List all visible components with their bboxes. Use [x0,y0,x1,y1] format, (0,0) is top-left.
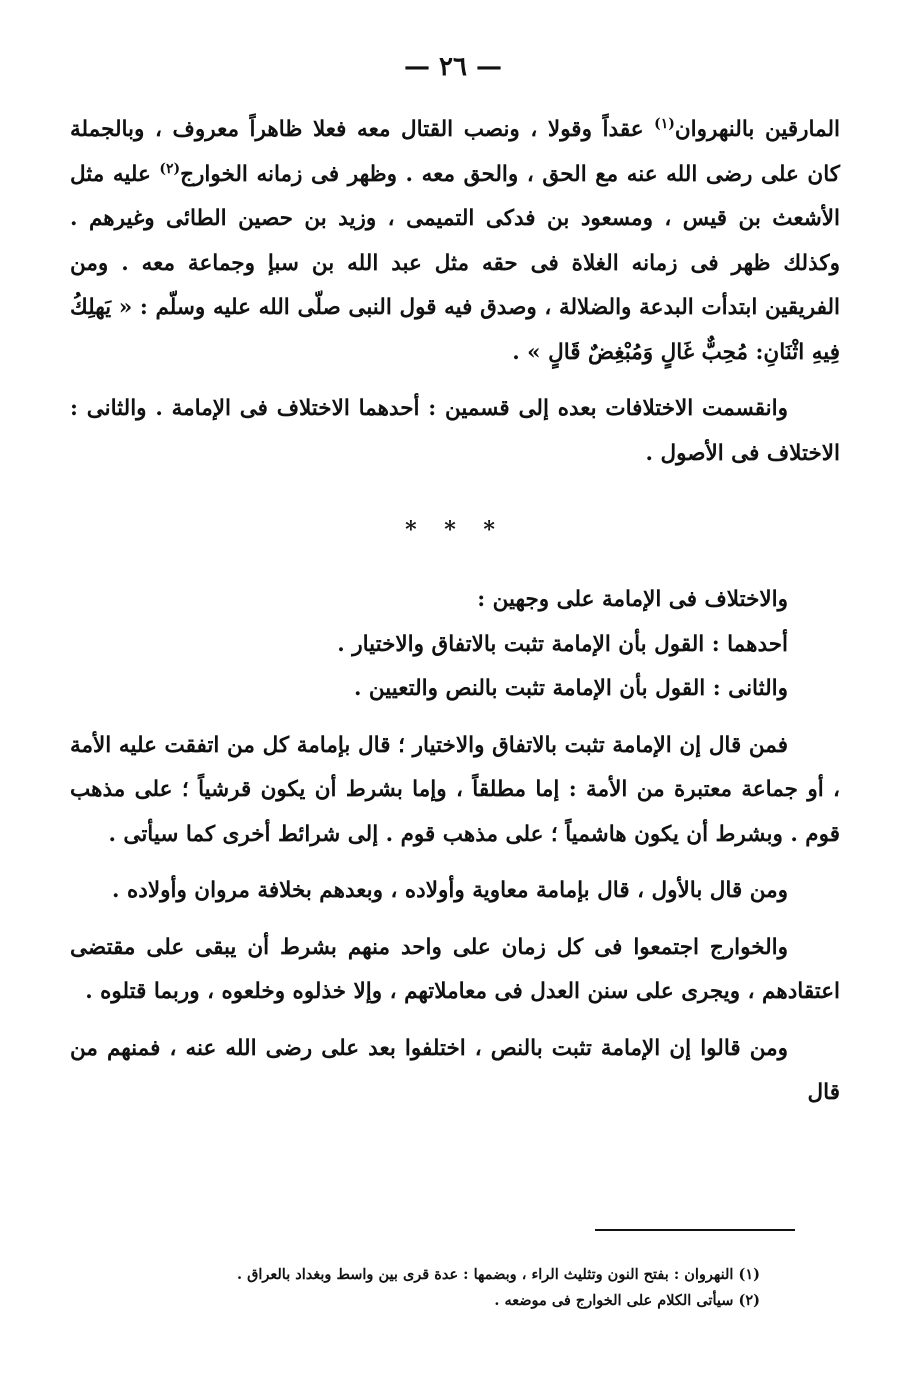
paragraph-1 [70,108,840,375]
imamate-intro: والاختلاف فى الإمامة على وجهين : [477,587,788,612]
paragraph-1-part-3: عليه مثل الأشعث بن قيس ، ومسعود بن فدكى التميمى ، وزيد بن حصين الطائى وغيرهم . وكذلك ظهر فى زمانه الغلاة فى حقه مثل عبد الله بن سبإ وجماعة معه . ومن الفريقين ابتدأت البدعة والضلالة ، وصدق فيه قول النبى صلّى الله عليه وسلّم : « يَهلِكُ فِيهِ اثْنَانِ: مُحِبٌّ غَالٍ وَمُبْغِضٌ قَالٍ » . [70,161,840,365]
footnotes [90,1262,760,1314]
paragraph-1-part-2: عقداً وقولا ، ونصب القتال معه فعلا ظاهراً معروف ، وبالجملة كان على رضى الله عنه مع الحق ، والحق معه . وظهر فى زمانه الخوارج [70,117,841,187]
main-text [70,108,840,1116]
paragraph-3: فمن قال إن الإمامة تثبت بالاتفاق والاختيار ؛ قال بإمامة كل من اتفقت عليه الأمة ، أو جماعة معتبرة من الأمة : إما مطلقاً ، وإما بشرط أن يكون قرشياً ؛ على مذهب قوم . وبشرط أن يكون هاشمياً ؛ على مذهب قوم . إلى شرائط أخرى كما سيأتى . [70,732,840,847]
footnote-1: (١) النهروان : بفتح النون وتثليث الراء ، وبضمها : عدة قرى بين واسط وبغداد بالعراق . [236,1266,760,1283]
paragraph-4: ومن قال بالأول ، قال بإمامة معاوية وأولاده ، وبعدهم بخلافة مروان وأولاده . [112,878,788,903]
imamate-view-1: أحدهما : القول بأن الإمامة تثبت بالاتفاق والاختيار . [337,631,788,657]
paragraph-2: وانقسمت الاختلافات بعده إلى قسمين : أحدهما الاختلاف فى الإمامة . والثانى : الاختلاف فى الأصول . [70,396,840,466]
footnote-ref-2: (٢) [159,160,181,177]
section-separator: * * * [405,517,505,543]
imamate-view-2: والثانى : القول بأن الإمامة تثبت بالنص والتعيين . [353,676,788,701]
paragraph-6: ومن قالوا إن الإمامة تثبت بالنص ، اختلفوا بعد على رضى الله عنه ، فمنهم من قال [70,1035,840,1105]
paragraph-1-part-1: المارقين بالنهروان [674,117,840,142]
paragraph-5: والخوارج اجتمعوا فى كل زمان على واحد منهم بشرط أن يبقى على مقتضى اعتقادهم ، ويجرى على سنن العدل فى معاملاتهم ، وإلا خذلوه وخلعوه ، وربما قتلوه . [70,934,840,1004]
page-number: — ٢٦ — [403,52,503,82]
footnote-divider [595,1229,795,1231]
footnote-2: (٢) سيأتى الكلام على الخوارج فى موضعه . [494,1292,760,1309]
footnote-ref-1: (١) [654,115,675,132]
